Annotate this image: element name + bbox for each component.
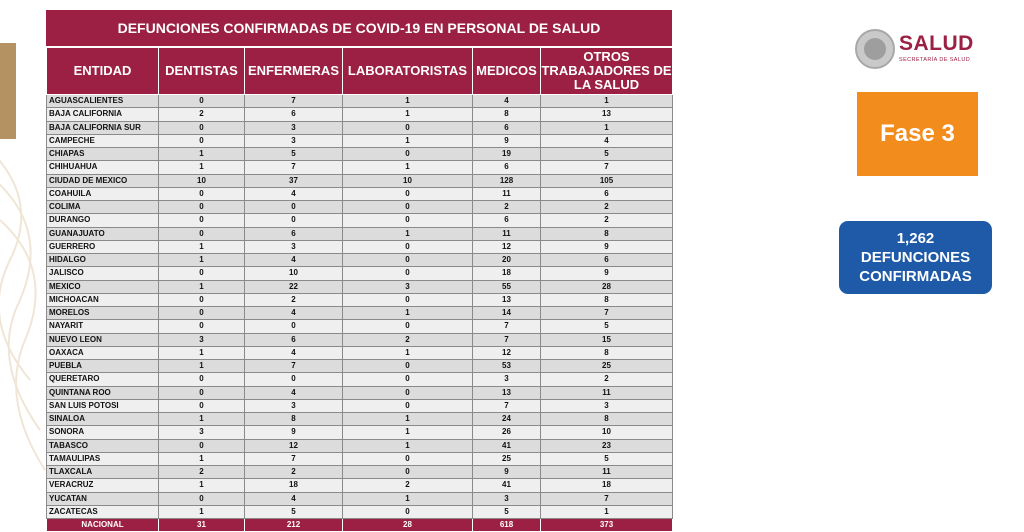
cell-dentistas: 0 (159, 267, 245, 280)
cell-dentistas: 1 (159, 360, 245, 373)
cell-laboratoristas: 0 (343, 466, 473, 479)
table-row (47, 254, 673, 267)
cell-enfermeras: 37 (245, 174, 343, 187)
cell-laboratoristas: 0 (343, 505, 473, 518)
deaths-count: 1,262 (896, 230, 935, 247)
cell-entidad: GUERRERO (47, 240, 159, 253)
cell-otros: 7 (541, 307, 673, 320)
cell-enfermeras: 2 (245, 293, 343, 306)
cell-dentistas: 0 (159, 134, 245, 147)
cell-otros: 25 (541, 360, 673, 373)
cell-otros: 8 (541, 413, 673, 426)
cell-medicos: 6 (473, 214, 541, 227)
cell-entidad: QUERETARO (47, 373, 159, 386)
logo-subtitle: SECRETARÍA DE SALUD (899, 57, 971, 63)
cell-entidad: AGUASCALIENTES (47, 95, 159, 108)
cell-dentistas: 0 (159, 307, 245, 320)
cell-entidad: ZACATECAS (47, 505, 159, 518)
cell-otros: 373 (541, 519, 673, 532)
cell-laboratoristas: 0 (343, 267, 473, 280)
deaths-label-line1: DEFUNCIONES (860, 249, 971, 266)
cell-dentistas: 1 (159, 413, 245, 426)
cell-entidad: TLAXCALA (47, 466, 159, 479)
cell-enfermeras: 3 (245, 121, 343, 134)
table-row (47, 121, 673, 134)
cell-dentistas: 3 (159, 426, 245, 439)
table-row (47, 346, 673, 359)
cell-entidad: TAMAULIPAS (47, 452, 159, 465)
cell-entidad: SINALOA (47, 413, 159, 426)
table-row (47, 227, 673, 240)
cell-laboratoristas: 2 (343, 479, 473, 492)
cell-medicos: 9 (473, 466, 541, 479)
cell-medicos: 128 (473, 174, 541, 187)
cell-enfermeras: 2 (245, 466, 343, 479)
table-row (47, 95, 673, 108)
cell-laboratoristas: 1 (343, 413, 473, 426)
deaths-table-container (46, 10, 672, 532)
cell-otros: 7 (541, 492, 673, 505)
cell-otros: 5 (541, 452, 673, 465)
fase-badge: Fase 3 (857, 92, 978, 176)
cell-laboratoristas: 0 (343, 293, 473, 306)
cell-entidad: DURANGO (47, 214, 159, 227)
gold-accent-bar (0, 43, 16, 139)
cell-entidad: MICHOACAN (47, 293, 159, 306)
header-medicos: MEDICOS (473, 48, 541, 95)
cell-otros: 10 (541, 426, 673, 439)
cell-medicos: 4 (473, 95, 541, 108)
cell-entidad: PUEBLA (47, 360, 159, 373)
table-row (47, 240, 673, 253)
table-row (47, 426, 673, 439)
cell-laboratoristas: 1 (343, 134, 473, 147)
cell-dentistas: 0 (159, 214, 245, 227)
cell-otros: 7 (541, 161, 673, 174)
cell-entidad: YUCATAN (47, 492, 159, 505)
cell-otros: 3 (541, 399, 673, 412)
cell-otros: 18 (541, 479, 673, 492)
table-row (47, 413, 673, 426)
cell-otros: 1 (541, 95, 673, 108)
cell-entidad: COLIMA (47, 201, 159, 214)
cell-laboratoristas: 3 (343, 280, 473, 293)
table-title: DEFUNCIONES CONFIRMADAS DE COVID-19 EN PERSONAL DE SALUD (46, 10, 672, 47)
table-row (47, 373, 673, 386)
cell-medicos: 20 (473, 254, 541, 267)
table-row (47, 280, 673, 293)
cell-otros: 8 (541, 346, 673, 359)
cell-medicos: 24 (473, 413, 541, 426)
cell-dentistas: 1 (159, 452, 245, 465)
cell-dentistas: 10 (159, 174, 245, 187)
cell-medicos: 55 (473, 280, 541, 293)
deaths-table (46, 47, 673, 532)
cell-entidad: BAJA CALIFORNIA (47, 108, 159, 121)
cell-laboratoristas: 1 (343, 492, 473, 505)
cell-otros: 1 (541, 121, 673, 134)
cell-medicos: 11 (473, 227, 541, 240)
deaths-label-line2: CONFIRMADAS (859, 268, 972, 285)
cell-medicos: 53 (473, 360, 541, 373)
cell-enfermeras: 5 (245, 505, 343, 518)
table-row (47, 466, 673, 479)
cell-laboratoristas: 0 (343, 187, 473, 200)
table-row (47, 333, 673, 346)
cell-otros: 2 (541, 373, 673, 386)
cell-entidad: CIUDAD DE MEXICO (47, 174, 159, 187)
cell-medicos: 7 (473, 320, 541, 333)
cell-laboratoristas: 1 (343, 161, 473, 174)
cell-otros: 13 (541, 108, 673, 121)
table-row (47, 161, 673, 174)
cell-enfermeras: 7 (245, 95, 343, 108)
cell-otros: 15 (541, 333, 673, 346)
cell-otros: 8 (541, 293, 673, 306)
table-row (47, 134, 673, 147)
cell-otros: 11 (541, 466, 673, 479)
cell-enfermeras: 4 (245, 492, 343, 505)
cell-enfermeras: 0 (245, 373, 343, 386)
cell-dentistas: 0 (159, 201, 245, 214)
cell-enfermeras: 7 (245, 360, 343, 373)
cell-medicos: 18 (473, 267, 541, 280)
cell-enfermeras: 8 (245, 413, 343, 426)
cell-medicos: 41 (473, 439, 541, 452)
cell-dentistas: 0 (159, 293, 245, 306)
table-row (47, 267, 673, 280)
eagle-seal-icon (855, 29, 895, 69)
cell-dentistas: 1 (159, 479, 245, 492)
cell-laboratoristas: 1 (343, 346, 473, 359)
cell-medicos: 19 (473, 148, 541, 161)
cell-entidad: BAJA CALIFORNIA SUR (47, 121, 159, 134)
cell-medicos: 2 (473, 201, 541, 214)
cell-entidad: CHIAPAS (47, 148, 159, 161)
table-row (47, 174, 673, 187)
cell-enfermeras: 18 (245, 479, 343, 492)
cell-otros: 28 (541, 280, 673, 293)
cell-medicos: 7 (473, 399, 541, 412)
cell-enfermeras: 5 (245, 148, 343, 161)
cell-enfermeras: 22 (245, 280, 343, 293)
cell-enfermeras: 7 (245, 452, 343, 465)
cell-dentistas: 1 (159, 240, 245, 253)
cell-otros: 6 (541, 254, 673, 267)
cell-dentistas: 0 (159, 187, 245, 200)
cell-medicos: 7 (473, 333, 541, 346)
cell-laboratoristas: 0 (343, 121, 473, 134)
cell-otros: 5 (541, 320, 673, 333)
cell-enfermeras: 0 (245, 320, 343, 333)
cell-dentistas: 0 (159, 439, 245, 452)
cell-entidad: GUANAJUATO (47, 227, 159, 240)
cell-enfermeras: 4 (245, 254, 343, 267)
cell-laboratoristas: 0 (343, 386, 473, 399)
cell-enfermeras: 4 (245, 386, 343, 399)
table-row (47, 293, 673, 306)
table-row (47, 492, 673, 505)
cell-enfermeras: 3 (245, 134, 343, 147)
cell-entidad: JALISCO (47, 267, 159, 280)
cell-otros: 5 (541, 148, 673, 161)
cell-otros: 2 (541, 214, 673, 227)
cell-medicos: 11 (473, 187, 541, 200)
cell-otros: 4 (541, 134, 673, 147)
table-row (47, 505, 673, 518)
table-row (47, 386, 673, 399)
cell-entidad: COAHUILA (47, 187, 159, 200)
cell-enfermeras: 9 (245, 426, 343, 439)
cell-entidad: QUINTANA ROO (47, 386, 159, 399)
header-laboratoristas: LABORATORISTAS (343, 48, 473, 95)
cell-medicos: 12 (473, 346, 541, 359)
cell-medicos: 5 (473, 505, 541, 518)
cell-medicos: 6 (473, 161, 541, 174)
cell-dentistas: 1 (159, 280, 245, 293)
header-otros: OTROS TRABAJADORES DE LA SALUD (541, 48, 673, 95)
cell-entidad: NACIONAL (47, 519, 159, 532)
cell-laboratoristas: 0 (343, 148, 473, 161)
cell-dentistas: 2 (159, 466, 245, 479)
cell-enfermeras: 3 (245, 399, 343, 412)
cell-medicos: 3 (473, 492, 541, 505)
cell-enfermeras: 6 (245, 333, 343, 346)
cell-dentistas: 0 (159, 121, 245, 134)
cell-otros: 9 (541, 267, 673, 280)
cell-laboratoristas: 0 (343, 240, 473, 253)
cell-medicos: 6 (473, 121, 541, 134)
cell-dentistas: 2 (159, 108, 245, 121)
cell-laboratoristas: 0 (343, 360, 473, 373)
cell-laboratoristas: 28 (343, 519, 473, 532)
cell-otros: 9 (541, 240, 673, 253)
cell-dentistas: 1 (159, 161, 245, 174)
table-header-row (47, 48, 673, 95)
table-row (47, 108, 673, 121)
cell-laboratoristas: 1 (343, 227, 473, 240)
cell-laboratoristas: 0 (343, 254, 473, 267)
cell-medicos: 3 (473, 373, 541, 386)
cell-entidad: SONORA (47, 426, 159, 439)
cell-laboratoristas: 10 (343, 174, 473, 187)
cell-laboratoristas: 2 (343, 333, 473, 346)
cell-medicos: 14 (473, 307, 541, 320)
cell-dentistas: 1 (159, 346, 245, 359)
cell-entidad: CHIHUAHUA (47, 161, 159, 174)
table-row (47, 307, 673, 320)
cell-enfermeras: 3 (245, 240, 343, 253)
logo-word: SALUD (899, 32, 974, 55)
cell-enfermeras: 0 (245, 214, 343, 227)
cell-medicos: 13 (473, 293, 541, 306)
header-entidad: ENTIDAD (47, 48, 159, 95)
cell-medicos: 8 (473, 108, 541, 121)
cell-entidad: MEXICO (47, 280, 159, 293)
cell-laboratoristas: 1 (343, 439, 473, 452)
cell-dentistas: 0 (159, 227, 245, 240)
table-row (47, 148, 673, 161)
table-row (47, 214, 673, 227)
cell-medicos: 9 (473, 134, 541, 147)
table-row (47, 452, 673, 465)
cell-laboratoristas: 1 (343, 426, 473, 439)
cell-entidad: NUEVO LEON (47, 333, 159, 346)
cell-dentistas: 0 (159, 399, 245, 412)
cell-dentistas: 3 (159, 333, 245, 346)
table-row (47, 201, 673, 214)
cell-medicos: 12 (473, 240, 541, 253)
cell-laboratoristas: 0 (343, 373, 473, 386)
header-dentistas: DENTISTAS (159, 48, 245, 95)
cell-otros: 8 (541, 227, 673, 240)
cell-entidad: NAYARIT (47, 320, 159, 333)
cell-otros: 23 (541, 439, 673, 452)
table-row (47, 479, 673, 492)
cell-entidad: CAMPECHE (47, 134, 159, 147)
cell-enfermeras: 0 (245, 201, 343, 214)
cell-enfermeras: 4 (245, 346, 343, 359)
cell-otros: 11 (541, 386, 673, 399)
cell-entidad: HIDALGO (47, 254, 159, 267)
cell-medicos: 13 (473, 386, 541, 399)
cell-enfermeras: 6 (245, 108, 343, 121)
cell-enfermeras: 6 (245, 227, 343, 240)
cell-otros: 2 (541, 201, 673, 214)
salud-logo (855, 28, 985, 72)
cell-laboratoristas: 0 (343, 320, 473, 333)
table-row (47, 439, 673, 452)
cell-dentistas: 0 (159, 320, 245, 333)
cell-laboratoristas: 0 (343, 452, 473, 465)
cell-dentistas: 0 (159, 492, 245, 505)
table-body (47, 95, 673, 532)
cell-dentistas: 0 (159, 373, 245, 386)
cell-entidad: MORELOS (47, 307, 159, 320)
table-total-row (47, 519, 673, 532)
cell-entidad: TABASCO (47, 439, 159, 452)
table-row (47, 320, 673, 333)
cell-dentistas: 31 (159, 519, 245, 532)
cell-laboratoristas: 1 (343, 307, 473, 320)
cell-dentistas: 1 (159, 148, 245, 161)
cell-enfermeras: 12 (245, 439, 343, 452)
cell-dentistas: 1 (159, 254, 245, 267)
cell-laboratoristas: 1 (343, 95, 473, 108)
header-enfermeras: ENFERMERAS (245, 48, 343, 95)
cell-otros: 1 (541, 505, 673, 518)
cell-enfermeras: 4 (245, 187, 343, 200)
cell-laboratoristas: 0 (343, 201, 473, 214)
cell-medicos: 26 (473, 426, 541, 439)
cell-medicos: 41 (473, 479, 541, 492)
cell-laboratoristas: 1 (343, 108, 473, 121)
cell-medicos: 25 (473, 452, 541, 465)
cell-enfermeras: 7 (245, 161, 343, 174)
cell-dentistas: 1 (159, 505, 245, 518)
cell-otros: 105 (541, 174, 673, 187)
cell-laboratoristas: 0 (343, 214, 473, 227)
table-row (47, 360, 673, 373)
cell-medicos: 618 (473, 519, 541, 532)
cell-enfermeras: 212 (245, 519, 343, 532)
cell-dentistas: 0 (159, 95, 245, 108)
cell-laboratoristas: 0 (343, 399, 473, 412)
table-row (47, 187, 673, 200)
cell-otros: 6 (541, 187, 673, 200)
table-row (47, 399, 673, 412)
cell-entidad: SAN LUIS POTOSI (47, 399, 159, 412)
confirmed-deaths-box (839, 221, 992, 294)
cell-enfermeras: 4 (245, 307, 343, 320)
cell-entidad: VERACRUZ (47, 479, 159, 492)
cell-entidad: OAXACA (47, 346, 159, 359)
cell-enfermeras: 10 (245, 267, 343, 280)
cell-dentistas: 0 (159, 386, 245, 399)
